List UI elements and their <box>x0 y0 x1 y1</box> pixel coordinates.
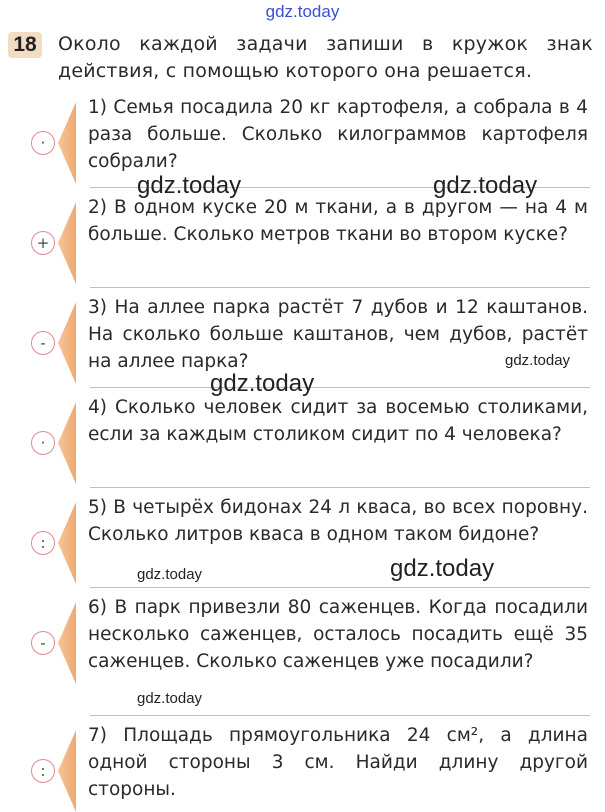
problem-text-1: 1) Семья посадила 20 кг картофеля, а собрала в 4 раза больше. Сколько килограммов картофеля собрали? <box>88 97 588 172</box>
margin-tab-icon <box>58 602 76 684</box>
divider <box>90 487 590 488</box>
answer-circle-4[interactable]: · <box>31 431 55 455</box>
problem-text-6: 6) В парк привезли 80 саженцев. Когда посадили несколько саженцев, осталось посадить ещё 35 саженцев. Сколько саженцев уже посадили? <box>88 597 588 672</box>
problem-5 <box>0 494 605 594</box>
answer-circle-3[interactable]: - <box>31 331 55 355</box>
problem-text-3: 3) На аллее парка растёт 7 дубов и 12 каштанов. На сколько больше каштанов, чем дубов, растёт на аллее парка? <box>88 297 588 372</box>
task-instruction: Около каждой задачи запиши в кружок знак действия, с помощью которого она решается. <box>58 33 593 82</box>
watermark: gdz.today <box>137 566 203 583</box>
answer-circle-6[interactable]: - <box>31 631 55 655</box>
answer-circle-1[interactable]: · <box>31 131 55 155</box>
problem-text-4: 4) Сколько человек сидит за восемью столиками, если за каждым столиком сидит по 4 человека? <box>88 397 588 445</box>
problem-7 <box>0 722 605 804</box>
problem-2 <box>0 194 605 294</box>
watermark: gdz.today <box>137 690 203 707</box>
margin-tab-icon <box>58 102 76 184</box>
problem-list <box>0 94 605 804</box>
answer-circle-7[interactable]: : <box>31 759 55 783</box>
task-number: 18 <box>8 32 42 58</box>
problem-4 <box>0 394 605 494</box>
watermark: gdz.today <box>137 172 242 199</box>
watermark: gdz.today <box>210 370 315 397</box>
margin-tab-icon <box>58 730 76 812</box>
divider <box>90 587 590 588</box>
margin-tab-icon <box>58 302 76 384</box>
divider <box>90 715 590 716</box>
watermark: gdz.today <box>390 555 495 582</box>
margin-tab-icon <box>58 402 76 484</box>
answer-circle-5[interactable]: : <box>31 531 55 555</box>
divider <box>90 387 590 388</box>
problem-6 <box>0 594 605 722</box>
problem-text-2: 2) В одном куске 20 м ткани, а в другом — на 4 м больше. Сколько метров ткани во втором куске? <box>88 197 588 245</box>
divider <box>90 287 590 288</box>
problem-text-5: 5) В четырёх бидонах 24 л кваса, во всех поровну. Сколько литров кваса в одном таком бидоне? <box>88 497 588 545</box>
margin-tab-icon <box>58 202 76 284</box>
answer-circle-2[interactable]: + <box>31 231 55 255</box>
watermark-top: gdz.today <box>265 2 340 21</box>
margin-tab-icon <box>58 502 76 584</box>
watermark: gdz.today <box>505 352 571 369</box>
watermark: gdz.today <box>433 172 538 199</box>
problem-text-7: 7) Площадь прямоугольника 24 см², а длина одной стороны 3 см. Найди длину другой стороны. <box>88 725 588 800</box>
